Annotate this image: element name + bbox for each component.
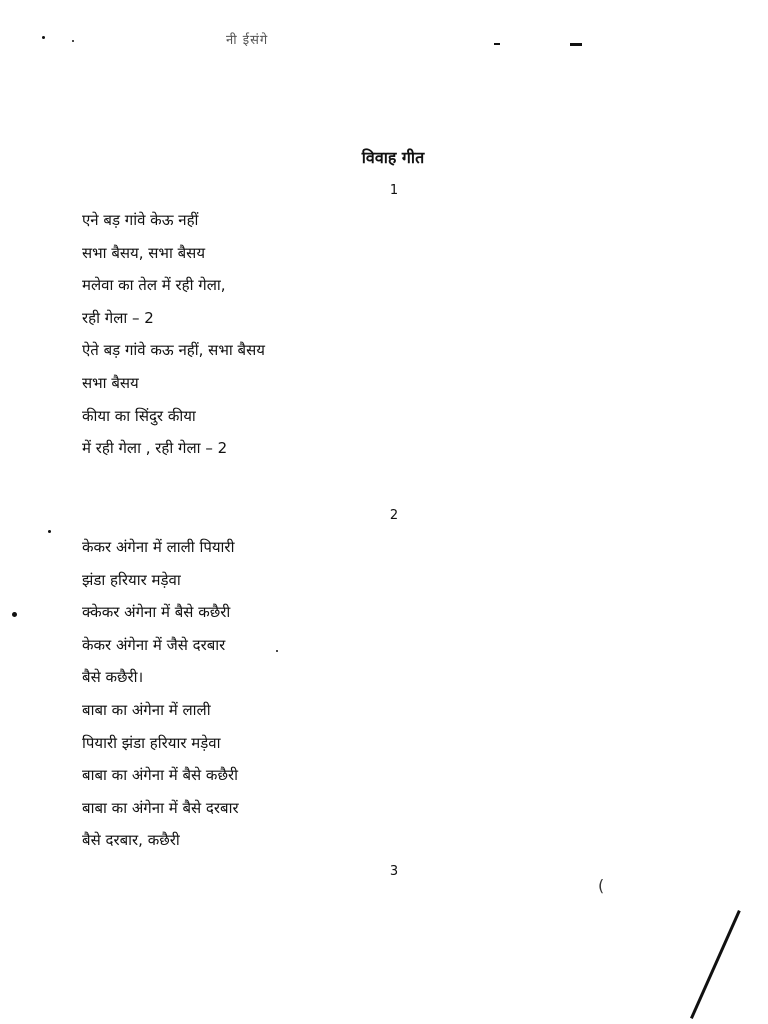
section-number: 1	[389, 183, 399, 198]
verse-line: बैसे कछैरी।	[82, 668, 144, 687]
verse-line: कीया का सिंदुर कीया	[82, 406, 196, 425]
verse-line: केकर अंगेना में लाली पियारी	[82, 538, 235, 556]
scan-mark	[570, 43, 582, 46]
verse-line: बैसे दरबार, कछैरी	[82, 831, 180, 850]
verse-line: बाबा का अंगेना में बैसे कछैरी	[82, 766, 238, 785]
scan-speck	[48, 530, 51, 533]
verse-line: सभा बैसय	[82, 373, 139, 392]
verse-line: झंडा हरियार मड़ेवा	[82, 570, 181, 589]
page-title: विवाह गीत	[361, 148, 425, 167]
section-number: 3	[389, 864, 399, 879]
verse-line: रही गेला – 2	[82, 308, 154, 327]
header-scribble: नी ईसंगे	[226, 33, 269, 48]
verse-section-1	[82, 210, 265, 471]
verse-line: में रही गेला , रही गेला – 2	[82, 439, 228, 458]
scan-speck	[72, 40, 74, 42]
scan-speck	[12, 612, 17, 617]
verse-line: ऐते बड़ गांवे कऊ नहीं, सभा बैसय	[82, 341, 265, 360]
scan-speck	[42, 36, 45, 39]
section-number: 2	[389, 508, 399, 523]
verse-line: एने बड़ गांवे केऊ नहीं	[82, 211, 199, 229]
margin-mark: (	[598, 876, 605, 895]
scan-speck	[276, 650, 278, 652]
verse-line: मलेवा का तेल में रही गेला,	[82, 276, 226, 295]
verse-line: बाबा का अंगेना में बैसे दरबार	[82, 798, 239, 817]
verse-line: सभा बैसय, सभा बैसय	[82, 243, 206, 262]
verse-line: बाबा का अंगेना में लाली	[82, 700, 211, 719]
scan-mark	[494, 43, 500, 45]
verse-line: पियारी झंडा हरियार मड़ेवा	[82, 733, 221, 752]
verse-section-2	[82, 537, 239, 863]
verse-line: क्केकर अंगेना में बैसे कछैरी	[82, 603, 231, 622]
pen-stroke	[690, 910, 741, 1019]
verse-line: केकर अंगेना में जैसे दरबार	[82, 635, 226, 654]
